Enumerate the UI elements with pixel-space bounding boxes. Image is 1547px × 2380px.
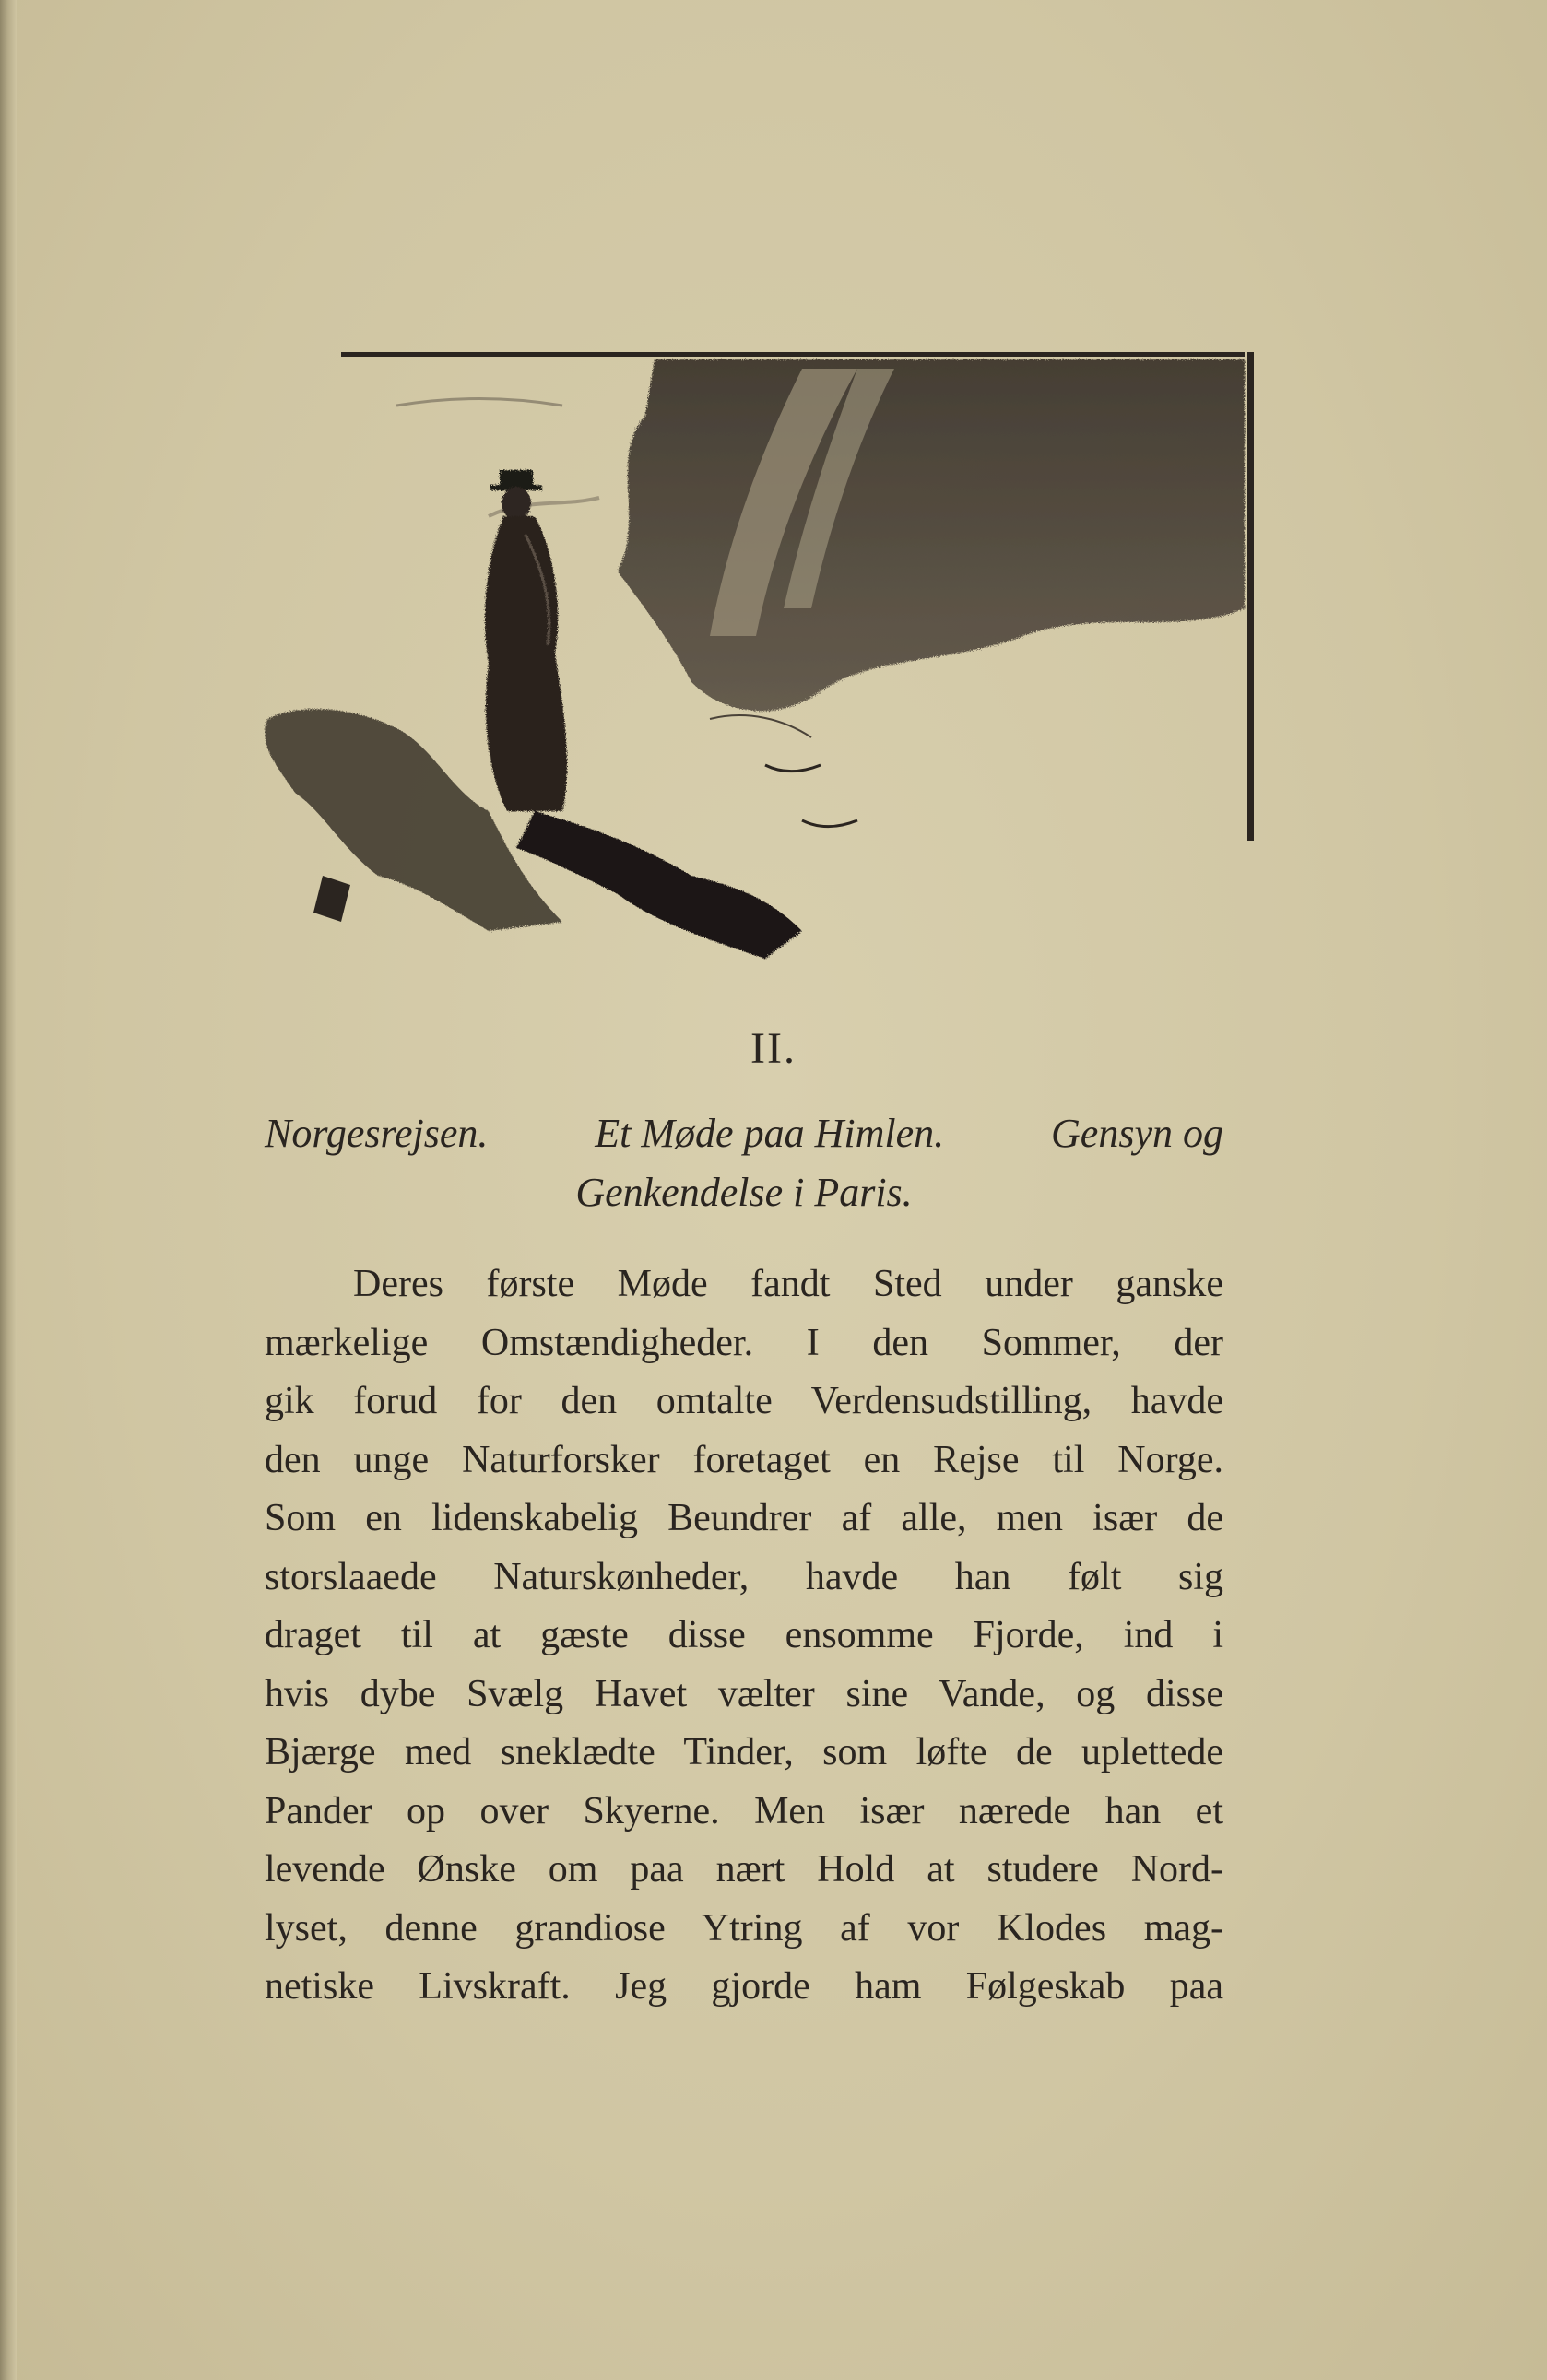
subtitle-part-1: Norgesrejsen.: [265, 1111, 489, 1156]
text-line: mærkelige Omstændigheder. I den Sommer, der: [265, 1321, 1223, 1364]
text-line: storslaaede Naturskønheder, havde han følt sig: [265, 1555, 1223, 1598]
text-line: Bjærge med sneklædte Tinder, som løfte de uplettede: [265, 1731, 1223, 1773]
text-line: draget til at gæste disse ensomme Fjorde, ind i: [265, 1614, 1223, 1656]
chapter-number: II.: [750, 1024, 797, 1073]
text-line: Deres første Møde fandt Sted under ganske: [353, 1263, 1223, 1305]
text-line: netiske Livskraft. Jeg gjorde ham Følgeskab paa: [265, 1965, 1223, 2008]
text-line: lyset, denne grandiose Ytring af vor Klodes mag-: [265, 1906, 1223, 1950]
text-line: levende Ønske om paa nært Hold at studere Nord-: [265, 1848, 1223, 1891]
chapter-subtitle: [265, 1104, 1223, 1222]
text-line: Som en lidenskabelig Beundrer af alle, men især de: [265, 1497, 1223, 1539]
subtitle-part-3: Gensyn og: [1051, 1111, 1223, 1156]
body-paragraph: [265, 1255, 1223, 2017]
subtitle-part-4: Genkendelse i Paris.: [575, 1170, 913, 1215]
text-line: den unge Naturforsker foretaget en Rejse til Norge.: [265, 1438, 1223, 1481]
subtitle-part-2: Et Møde paa Himlen.: [595, 1111, 945, 1156]
text-line: gik forud for den omtalte Verdensudstilling, havde: [265, 1380, 1223, 1422]
figure-in-landscape-illustration-icon: [212, 332, 1263, 977]
page-gutter: [0, 0, 17, 2380]
text-line: hvis dybe Svælg Havet vælter sine Vande, og disse: [265, 1672, 1223, 1715]
text-line: Pander op over Skyerne. Men især nærede han et: [265, 1789, 1223, 1832]
